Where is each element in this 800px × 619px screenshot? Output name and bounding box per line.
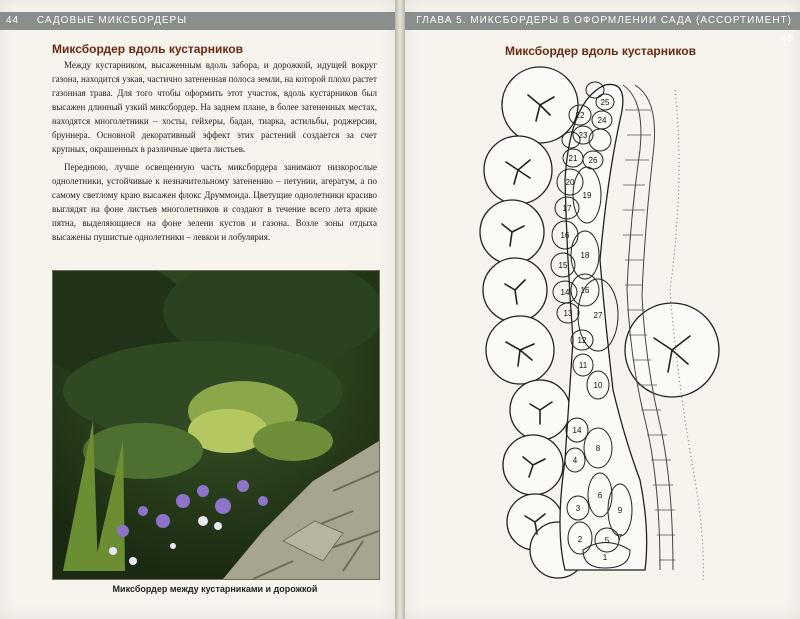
bed-number: 9 xyxy=(617,506,623,515)
plan-title: Миксбордер вдоль кустарников xyxy=(505,44,696,58)
book-gutter xyxy=(395,0,405,619)
bed-number: 22 xyxy=(575,111,585,120)
photo-caption: Миксбордер между кустарниками и дорожкой xyxy=(112,584,318,594)
bed-number: 4 xyxy=(572,456,578,465)
bed-number: 5 xyxy=(604,536,610,545)
bed-number: 14 xyxy=(572,426,582,435)
bed-number: 26 xyxy=(588,156,598,165)
bed-number: 27 xyxy=(593,311,603,320)
garden-photo xyxy=(52,270,380,580)
bed-number: 19 xyxy=(582,191,592,200)
bed-number: 8 xyxy=(595,444,601,453)
bed-number: 16 xyxy=(560,231,570,240)
mixborder-plan xyxy=(455,60,725,590)
bed-number: 7 xyxy=(617,533,623,542)
bed-number: 3 xyxy=(575,504,581,513)
right-running-head-title: ГЛАВА 5. МИКСБОРДЕРЫ В ОФОРМЛЕНИИ САДА (АССОРТИМЕНТ) xyxy=(416,15,792,26)
bed-number: 24 xyxy=(597,116,607,125)
section-title: Миксбордер вдоль кустарников xyxy=(52,42,243,56)
bed-number: 18 xyxy=(580,251,590,260)
bed-number: 11 xyxy=(578,361,588,370)
bed-number: 17 xyxy=(562,204,572,213)
bed-number: 21 xyxy=(568,154,578,163)
right-page-number: 45 xyxy=(780,33,794,44)
bed-number: 2 xyxy=(577,535,583,544)
bed-number: 13 xyxy=(563,309,573,318)
right-running-head xyxy=(405,12,800,44)
bed-number: 6 xyxy=(597,491,603,500)
bed-number: 25 xyxy=(600,98,610,107)
paragraph-1: Между кустарником, высаженным вдоль забора, и дорожкой, идущей вокруг газона, находится узкая, частично затененная полоса земли, на которой плохо растет газонная трава. Для того чтобы оформить этот участок, вдоль кустарников был высажен длинный узкий миксбордер. На заднем плане, в более затененных местах, находятся многолетники – хосты, гейхеры, бадан, тиарка, астильбы, роджерсии, бруннера. Основной декоративный эффект этих растений создается за счет крупных, окрашенных в различные цвета листьев. xyxy=(52,60,377,154)
left-page-number: 44 xyxy=(6,15,20,26)
left-running-head-title: САДОВЫЕ МИКСБОРДЕРЫ xyxy=(36,15,188,26)
garden-photo-illustration xyxy=(53,271,379,579)
bed-number: 1 xyxy=(602,553,608,562)
bed-number: 16 xyxy=(580,286,590,295)
paragraph-2: Переднюю, лучше освещенную часть миксбордера занимают низкорослые однолетники, устойчивые к незначительному затенению – петунии, агератум, а по самому светлому краю высажен флокс Друммонда. Цветущие однолетники красиво выглядят на фоне листьев многолетников и создают в течение всего лета яркие пятна, выделяющиеся на фоне зелени кустов и газона. Возле зоны отдыха высажены пушистые однолетники – левкои и лобулярия. xyxy=(52,162,377,242)
left-page xyxy=(0,0,395,619)
bed-number: 12 xyxy=(577,336,587,345)
bed-number: 14 xyxy=(560,288,570,297)
bed-number: 20 xyxy=(565,178,575,187)
bed-number: 15 xyxy=(558,261,568,270)
bed-number: 23 xyxy=(578,131,588,140)
bed-number: 10 xyxy=(593,381,603,390)
body-text xyxy=(52,58,377,248)
left-running-head xyxy=(0,12,395,30)
